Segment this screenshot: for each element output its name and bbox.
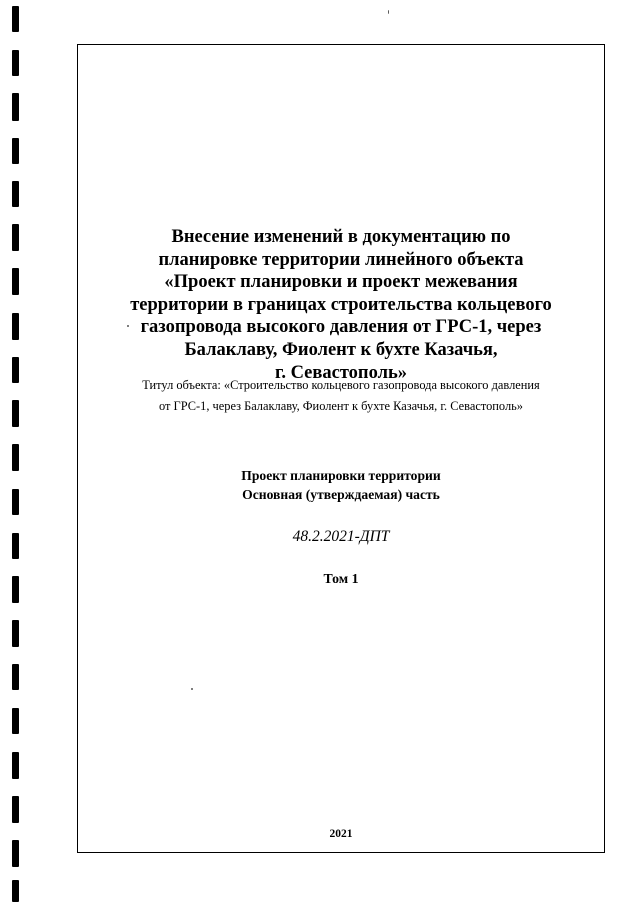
binding-hole — [12, 400, 19, 427]
title-line: Балаклаву, Фиолент к бухте Казачья, — [184, 339, 498, 360]
volume-label: Том 1 — [323, 571, 359, 586]
binding-hole — [12, 444, 19, 471]
binding-hole — [12, 840, 19, 867]
binding-hole — [12, 796, 19, 823]
binding-hole — [12, 533, 19, 559]
title-line: планировке территории линейного объекта — [158, 249, 524, 270]
binding-hole — [12, 6, 19, 32]
binding-hole — [12, 50, 19, 76]
part-line: Проект планировки территории — [241, 468, 441, 483]
title-line: «Проект планировки и проект межевания — [164, 272, 518, 293]
binding-hole — [12, 576, 19, 603]
subject-line: Титул объекта: «Строительство кольцевого газопровода высокого давления — [142, 378, 540, 392]
binding-hole — [12, 620, 19, 647]
binding-hole — [12, 313, 19, 340]
binding-hole — [12, 489, 19, 515]
subject-line: от ГРС-1, через Балаклаву, Фиолент к бухте Казачья, г. Севастополь» — [158, 398, 523, 413]
title-line: г. Севастополь» — [275, 362, 407, 383]
scan-speck — [388, 10, 389, 14]
title-line: Внесение изменений в документацию по — [171, 227, 511, 247]
page-frame — [77, 44, 605, 853]
binding-hole — [12, 268, 19, 295]
binding-hole — [12, 708, 19, 734]
binding-hole — [12, 664, 19, 690]
binding-hole — [12, 357, 19, 383]
binding-hole — [12, 93, 19, 121]
binding-holes — [0, 0, 26, 905]
binding-hole — [12, 138, 19, 164]
title-line: территории в границах строительства кольцевого — [130, 294, 552, 315]
title-line: газопровода высокого давления от ГРС-1, через — [140, 317, 542, 338]
binding-hole — [12, 224, 19, 251]
document-title — [78, 226, 604, 384]
document-part — [78, 467, 604, 504]
binding-hole — [12, 880, 19, 902]
part-line: Основная (утверждаемая) часть — [242, 486, 440, 502]
binding-hole — [12, 752, 19, 779]
object-subject — [78, 375, 604, 416]
document-code: 48.2.2021-ДПТ — [292, 528, 390, 545]
document-year: 2021 — [329, 828, 353, 840]
binding-hole — [12, 181, 19, 207]
